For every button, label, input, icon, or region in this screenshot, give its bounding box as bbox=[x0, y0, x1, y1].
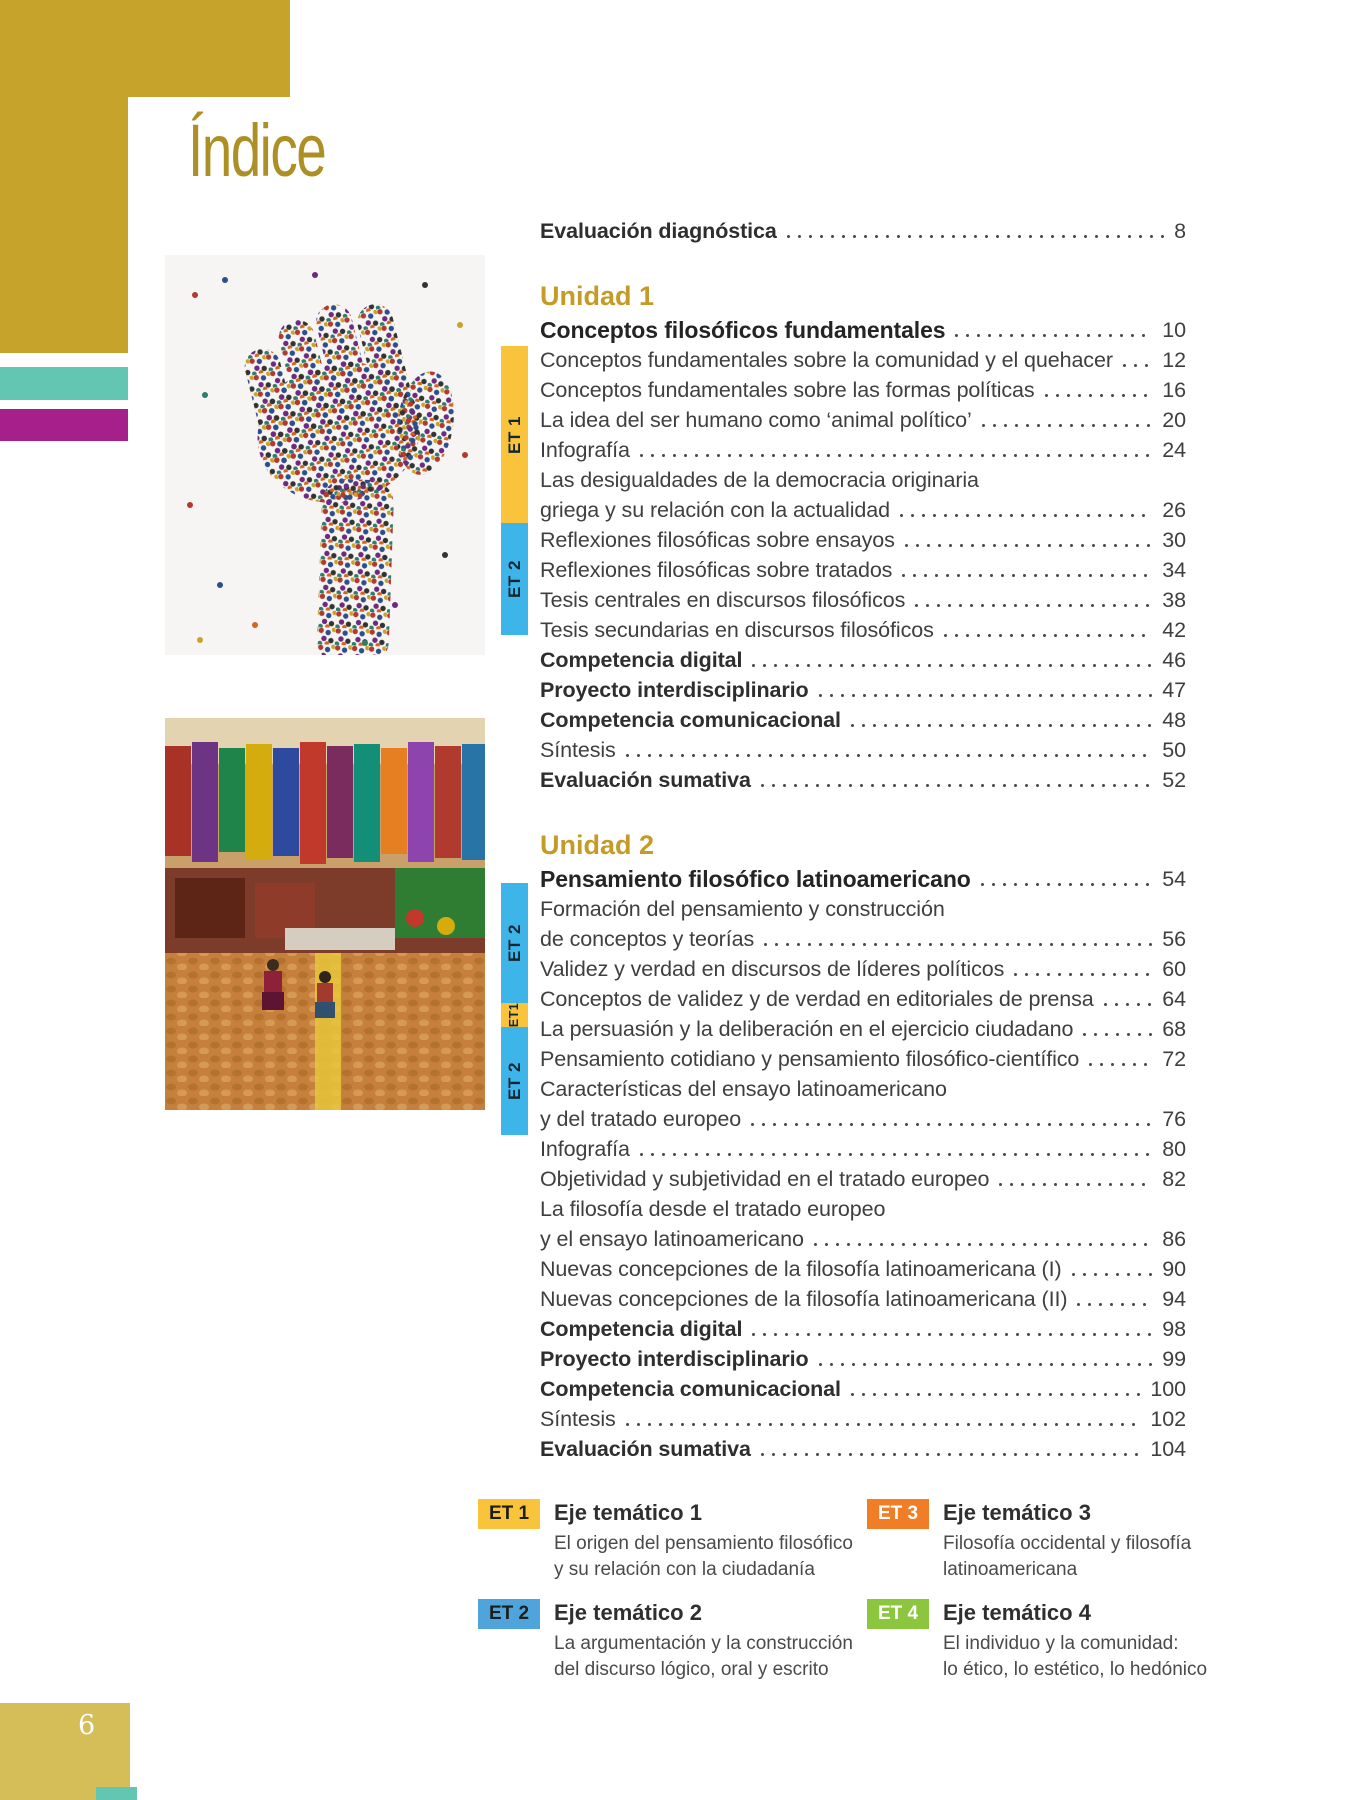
toc-entry-title: Objetividad y subjetividad en el tratado europeo bbox=[540, 1167, 990, 1191]
toc-entry-title: La persuasión y la deliberación en el ejercicio ciudadano bbox=[540, 1017, 1074, 1041]
toc-entry bbox=[540, 1313, 1186, 1343]
toc-entry bbox=[540, 554, 1186, 584]
toc-entry bbox=[540, 614, 1186, 644]
toc-entry-page-number: 90 bbox=[1162, 1257, 1186, 1281]
toc-unit2-entries bbox=[540, 863, 1186, 1463]
toc-entry-title: Evaluación diagnóstica bbox=[540, 219, 777, 243]
toc-entry-title: Competencia comunicacional bbox=[540, 1377, 841, 1401]
page-title: Índice bbox=[188, 109, 326, 192]
toc-entry bbox=[540, 644, 1186, 674]
toc-entry-page-number: 16 bbox=[1162, 378, 1186, 402]
et1-tab-unit1-label: ET 1 bbox=[504, 415, 524, 454]
toc-entry-title: y el ensayo latinoamericano bbox=[540, 1227, 804, 1251]
toc-entry bbox=[540, 674, 1186, 704]
toc-entry-title: Competencia digital bbox=[540, 648, 743, 672]
toc-entry bbox=[540, 584, 1186, 614]
unit1-heading: Unidad 1 bbox=[540, 281, 655, 311]
legend-text bbox=[554, 1598, 853, 1683]
toc-entry-title: Conceptos de validez y de verdad en editoriales de prensa bbox=[540, 987, 1094, 1011]
toc-entry-dot-leader bbox=[1068, 1273, 1153, 1276]
legend-text bbox=[943, 1498, 1191, 1583]
toc-entry bbox=[540, 494, 1186, 524]
toc-entry bbox=[540, 1253, 1186, 1283]
legend-description-line1: Filosofía occidental y filosofía bbox=[943, 1533, 1192, 1554]
toc-entry-title: Infografía bbox=[540, 438, 630, 462]
toc-entry-title: Conceptos fundamentales sobre las formas políticas bbox=[540, 378, 1035, 402]
et-badge: ET 4 bbox=[867, 1599, 929, 1629]
toc-entry-page-number: 8 bbox=[1174, 219, 1186, 243]
et2-tab-unit2-lower bbox=[501, 1027, 528, 1135]
toc-entry bbox=[540, 1193, 1186, 1223]
toc-entry-title: Nuevas concepciones de la filosofía latinoamericana (I) bbox=[540, 1257, 1062, 1281]
toc-entry-title: Pensamiento cotidiano y pensamiento filosófico-científico bbox=[540, 1047, 1080, 1071]
toc-entry bbox=[540, 344, 1186, 374]
toc-entry bbox=[540, 215, 1186, 245]
toc-entry-page-number: 50 bbox=[1162, 738, 1186, 762]
legend-title: Eje temático 4 bbox=[943, 1600, 1091, 1625]
toc-entry-dot-leader bbox=[1073, 1303, 1152, 1306]
legend-description-line2: lo ético, lo estético, lo hedónico bbox=[943, 1659, 1208, 1680]
toc-entry-dot-leader bbox=[757, 784, 1152, 787]
toc-entry-title: La idea del ser humano como ‘animal político’ bbox=[540, 408, 972, 432]
toc-entry-page-number: 86 bbox=[1162, 1227, 1186, 1251]
toc-entry bbox=[540, 923, 1186, 953]
et2-tab-unit2-upper bbox=[501, 883, 528, 1003]
et2-tab-unit1 bbox=[501, 523, 528, 635]
toc-entry-page-number: 26 bbox=[1162, 498, 1186, 522]
toc-entry-title: Tesis centrales en discursos filosóficos bbox=[540, 588, 906, 612]
toc-entry-title: Evaluación sumativa bbox=[540, 768, 751, 792]
et2-tab-unit2-lower-label: ET 2 bbox=[504, 1062, 524, 1100]
toc-entry-page-number: 52 bbox=[1162, 768, 1186, 792]
toc-unit1-entries bbox=[540, 314, 1186, 794]
toc-entry-title: Nuevas concepciones de la filosofía latinoamericana (II) bbox=[540, 1287, 1068, 1311]
toc-entry-page-number: 82 bbox=[1162, 1167, 1186, 1191]
toc-entry-title: Proyecto interdisciplinario bbox=[540, 1347, 809, 1371]
toc-entry-dot-leader bbox=[898, 574, 1152, 577]
legend-item bbox=[867, 1598, 1297, 1698]
toc-entry-dot-leader bbox=[978, 424, 1153, 427]
toc-entry-title: de conceptos y teorías bbox=[540, 927, 755, 951]
toc-entry-page-number: 54 bbox=[1162, 867, 1186, 891]
toc-entry-title: griega y su relación con la actualidad bbox=[540, 498, 890, 522]
toc-entry-page-number: 99 bbox=[1162, 1347, 1186, 1371]
et-badge: ET 2 bbox=[478, 1599, 540, 1629]
toc-entry-page-number: 12 bbox=[1162, 348, 1186, 372]
toc-entry-page-number: 34 bbox=[1162, 558, 1186, 582]
market-photo bbox=[165, 718, 485, 1110]
legend-item bbox=[867, 1498, 1297, 1598]
toc-entry-dot-leader bbox=[995, 1183, 1152, 1186]
toc-entry bbox=[540, 1073, 1186, 1103]
toc-entry-page-number: 98 bbox=[1162, 1317, 1186, 1341]
et1-tab-unit2-label: ET1 bbox=[507, 1002, 522, 1028]
toc-entry-dot-leader bbox=[901, 544, 1152, 547]
toc-entry-dot-leader bbox=[1041, 394, 1153, 397]
toc-entry-dot-leader bbox=[622, 1423, 1141, 1426]
toc-entry-title: La filosofía desde el tratado europeo bbox=[540, 1197, 886, 1221]
toc-entry bbox=[540, 464, 1186, 494]
toc-entry-page-number: 56 bbox=[1162, 927, 1186, 951]
toc-entry bbox=[540, 374, 1186, 404]
et-badge: ET 1 bbox=[478, 1499, 540, 1529]
toc-entry-dot-leader bbox=[748, 664, 1152, 667]
toc-entry bbox=[540, 1163, 1186, 1193]
toc-entry bbox=[540, 764, 1186, 794]
toc-entry-page-number: 20 bbox=[1162, 408, 1186, 432]
toc-entry-title: Reflexiones filosóficas sobre tratados bbox=[540, 558, 893, 582]
toc-entry-dot-leader bbox=[977, 883, 1153, 886]
toc-entry-page-number: 24 bbox=[1162, 438, 1186, 462]
footer-gold-block bbox=[0, 1703, 130, 1800]
toc-entry-title: Validez y verdad en discursos de líderes políticos bbox=[540, 957, 1005, 981]
toc-entry-page-number: 72 bbox=[1162, 1047, 1186, 1071]
toc-entry-title: y del tratado europeo bbox=[540, 1107, 742, 1131]
toc-entry bbox=[540, 1343, 1186, 1373]
toc-entry-dot-leader bbox=[815, 694, 1153, 697]
legend-item bbox=[478, 1598, 867, 1698]
toc-entry-dot-leader bbox=[636, 1153, 1152, 1156]
legend-description-line1: El origen del pensamiento filosófico bbox=[554, 1533, 853, 1554]
toc-entry bbox=[540, 953, 1186, 983]
toc-entry-dot-leader bbox=[748, 1333, 1152, 1336]
toc-entry-title: Competencia comunicacional bbox=[540, 708, 841, 732]
toc-entry-page-number: 80 bbox=[1162, 1137, 1186, 1161]
toc-entry-page-number: 64 bbox=[1162, 987, 1186, 1011]
legend-description-line1: El individuo y la comunidad: bbox=[943, 1633, 1179, 1654]
toc-entry bbox=[540, 1133, 1186, 1163]
toc-entry-page-number: 104 bbox=[1150, 1437, 1186, 1461]
toc-entry-title: Formación del pensamiento y construcción bbox=[540, 897, 945, 921]
toc-entry-dot-leader bbox=[747, 1123, 1152, 1126]
deco-purple-bar bbox=[0, 409, 128, 441]
et1-tab-unit1 bbox=[501, 346, 528, 523]
et1-tab-unit2 bbox=[501, 1003, 528, 1027]
toc-entry-dot-leader bbox=[896, 514, 1152, 517]
toc-entry-page-number: 48 bbox=[1162, 708, 1186, 732]
toc-entry-dot-leader bbox=[810, 1243, 1152, 1246]
toc-entry-page-number: 47 bbox=[1162, 678, 1186, 702]
toc-entry-page-number: 100 bbox=[1150, 1377, 1186, 1401]
toc-entry bbox=[540, 1013, 1186, 1043]
toc-entry-dot-leader bbox=[636, 454, 1152, 457]
toc-entry-title: Competencia digital bbox=[540, 1317, 743, 1341]
toc-entry bbox=[540, 314, 1186, 344]
thematic-axis-legend bbox=[478, 1498, 1297, 1698]
toc-entry-title: Pensamiento filosófico latinoamericano bbox=[540, 866, 971, 892]
toc-entry bbox=[540, 404, 1186, 434]
legend-description bbox=[943, 1631, 1207, 1683]
legend-description-line1: La argumentación y la construcción bbox=[554, 1633, 853, 1654]
toc-entry-page-number: 60 bbox=[1162, 957, 1186, 981]
toc-entry-dot-leader bbox=[1119, 364, 1152, 367]
legend-description bbox=[943, 1531, 1191, 1583]
toc-entry bbox=[540, 983, 1186, 1013]
toc-entry-title: Conceptos fundamentales sobre la comunidad y el quehacer bbox=[540, 348, 1113, 372]
toc-entry-title: Características del ensayo latinoamericano bbox=[540, 1077, 947, 1101]
legend-description bbox=[554, 1531, 853, 1583]
toc-entry-dot-leader bbox=[815, 1363, 1153, 1366]
et2-tab-unit1-label: ET 2 bbox=[504, 560, 524, 598]
et-badge: ET 3 bbox=[867, 1499, 929, 1529]
toc-entry bbox=[540, 524, 1186, 554]
toc-entry bbox=[540, 734, 1186, 764]
unit2-heading: Unidad 2 bbox=[540, 830, 655, 860]
toc-entry-title: Infografía bbox=[540, 1137, 630, 1161]
toc-entry-title: Síntesis bbox=[540, 738, 616, 762]
toc-entry-title: Reflexiones filosóficas sobre ensayos bbox=[540, 528, 895, 552]
toc-entry-page-number: 46 bbox=[1162, 648, 1186, 672]
toc-pre-entries bbox=[540, 215, 1186, 245]
legend-description-line2: y su relación con la ciudadanía bbox=[554, 1559, 815, 1580]
legend-title: Eje temático 1 bbox=[554, 1500, 702, 1525]
legend-item bbox=[478, 1498, 867, 1598]
legend-description-line2: latinoamericana bbox=[943, 1559, 1078, 1580]
toc-entry-title: Tesis secundarias en discursos filosóficos bbox=[540, 618, 934, 642]
toc-entry-page-number: 10 bbox=[1162, 318, 1186, 342]
toc-entry bbox=[540, 434, 1186, 464]
toc-entry-dot-leader bbox=[760, 943, 1152, 946]
toc-entry bbox=[540, 863, 1186, 893]
toc-entry-page-number: 68 bbox=[1162, 1017, 1186, 1041]
toc-entry bbox=[540, 1103, 1186, 1133]
legend-description bbox=[554, 1631, 853, 1683]
toc-entry-dot-leader bbox=[940, 634, 1153, 637]
toc-entry bbox=[540, 704, 1186, 734]
toc-entry bbox=[540, 1283, 1186, 1313]
toc-entry-dot-leader bbox=[1100, 1003, 1153, 1006]
legend-title: Eje temático 2 bbox=[554, 1600, 702, 1625]
deco-teal-bar bbox=[0, 367, 128, 400]
toc-entry-dot-leader bbox=[847, 724, 1152, 727]
legend-text bbox=[554, 1498, 853, 1583]
toc-entry-dot-leader bbox=[1085, 1063, 1152, 1066]
legend-description-line2: del discurso lógico, oral y escrito bbox=[554, 1659, 829, 1680]
toc-entry-dot-leader bbox=[757, 1453, 1141, 1456]
hanging-textiles bbox=[165, 742, 485, 864]
toc-entry-dot-leader bbox=[951, 334, 1152, 337]
footer-teal-strip bbox=[96, 1787, 137, 1800]
toc-entry-page-number: 94 bbox=[1162, 1287, 1186, 1311]
legend-text bbox=[943, 1598, 1207, 1683]
toc-entry-dot-leader bbox=[622, 754, 1153, 757]
toc-entry-dot-leader bbox=[911, 604, 1152, 607]
toc-entry-title: Proyecto interdisciplinario bbox=[540, 678, 809, 702]
toc-entry-dot-leader bbox=[1079, 1033, 1152, 1036]
toc-entry bbox=[540, 1223, 1186, 1253]
toc-entry bbox=[540, 1433, 1186, 1463]
toc-entry-title: Síntesis bbox=[540, 1407, 616, 1431]
toc-entry-dot-leader bbox=[783, 235, 1164, 238]
crowd-fist-photo bbox=[165, 255, 485, 655]
legend-title: Eje temático 3 bbox=[943, 1500, 1091, 1525]
page-number: 6 bbox=[78, 1710, 96, 1741]
toc-entry-page-number: 38 bbox=[1162, 588, 1186, 612]
table-of-contents bbox=[540, 215, 1186, 1463]
toc-entry-title: Evaluación sumativa bbox=[540, 1437, 751, 1461]
deco-gold-side-bar bbox=[0, 0, 128, 353]
toc-entry-page-number: 42 bbox=[1162, 618, 1186, 642]
toc-entry-page-number: 76 bbox=[1162, 1107, 1186, 1131]
toc-entry bbox=[540, 1373, 1186, 1403]
toc-entry-title: Las desigualdades de la democracia originaria bbox=[540, 468, 979, 492]
toc-entry-page-number: 30 bbox=[1162, 528, 1186, 552]
toc-entry-title: Conceptos filosóficos fundamentales bbox=[540, 317, 946, 343]
toc-entry-page-number: 102 bbox=[1150, 1407, 1186, 1431]
toc-entry bbox=[540, 1403, 1186, 1433]
toc-entry bbox=[540, 893, 1186, 923]
toc-entry-dot-leader bbox=[847, 1393, 1141, 1396]
toc-entry bbox=[540, 1043, 1186, 1073]
toc-entry-dot-leader bbox=[1010, 973, 1152, 976]
et2-tab-unit2-upper-label: ET 2 bbox=[504, 924, 524, 962]
